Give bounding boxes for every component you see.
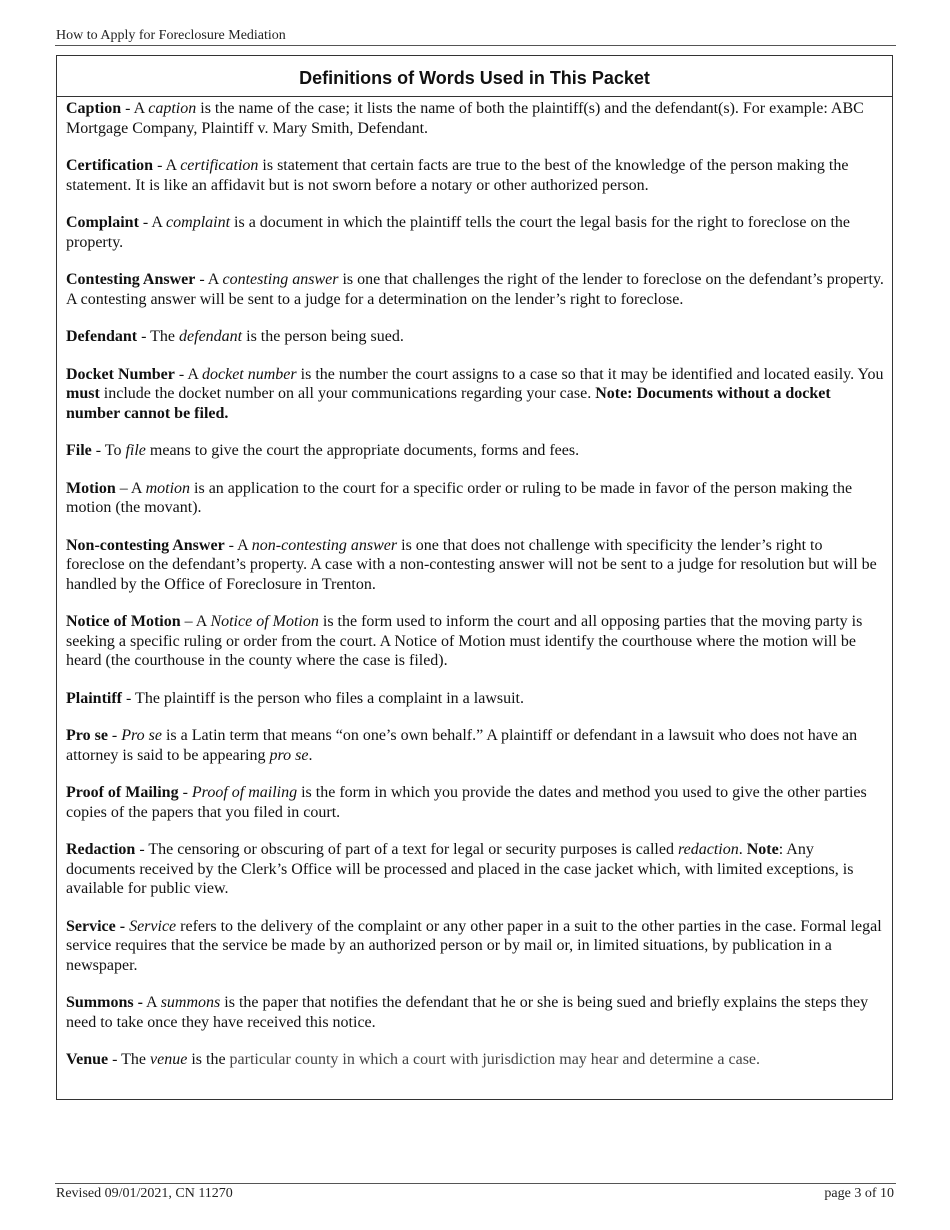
running-header: How to Apply for Foreclosure Mediation [56,28,286,43]
term: Plaintiff [66,689,122,707]
term: Complaint [66,214,139,231]
term: Proof of Mailing [66,784,179,801]
term: Summons - [66,994,143,1011]
header-divider [55,45,896,46]
term: Contesting Answer [66,271,196,288]
definition-service: Service - Service refers to the delivery of the complaint or any other paper in a suit to the other parties in the case. Formal legal service requires that the service be made by an authorized person or by mail or, in limited situations, by publication in a newspaper. [66,917,882,974]
footer-divider [55,1183,896,1184]
definition-notice-of-motion: Notice of Motion – A Notice of Motion is the form used to inform the court and all opposing parties that the moving party is seeking a specific ruling or order from the court. A Notice of Motion must identify the courthouse where the motion will be heard (the courthouse in the county where the case is filed). [66,613,863,669]
page-number: page 3 of 10 [824,1186,894,1201]
definitions-list [57,97,892,1070]
definition-summons: Summons - A summons is the paper that notifies the defendant that he or she is being sued and briefly explains the steps they need to take once they have received this notice. [66,994,869,1031]
definition-file: File - To file means to give the court the appropriate documents, forms and fees. [66,442,580,459]
definition-defendant: Defendant - The defendant is the person being sued. [66,328,404,345]
definitions-box [56,55,893,1100]
definition-contesting-answer: Contesting Answer - A contesting answer is one that challenges the right of the lender to foreclose on the defendant’s property. A contesting answer will be sent to a judge for a determination on the lender’s right to foreclose. [66,271,884,308]
definition-certification: Certification - A certification is statement that certain facts are true to the best of the knowledge of the person making the statement. It is like an affidavit but is not sworn before a notary or other authorized person. [66,157,849,194]
definition-venue: Venue - The venue is the particular county in which a court with jurisdiction may hear and determine a case. [66,1051,761,1068]
definition-complaint: Complaint - A complaint is a document in which the plaintiff tells the court the legal basis for the right to foreclose on the property. [66,214,851,251]
box-title: Definitions of Words Used in This Packet [299,68,650,88]
term: Non-contesting Answer [66,536,225,554]
definition-motion: Motion – A motion is an application to the court for a specific order or ruling to be made in favor of the person making the motion (the movant). [66,479,853,516]
term: Defendant [66,328,138,345]
definition-caption: Caption - A caption is the name of the case; it lists the name of both the plaintiff(s) and the defendant(s). For example: ABC Mortgage Company, Plaintiff v. Mary Smith, Defendant. [66,100,864,137]
definition-proof-of-mailing: Proof of Mailing - Proof of mailing is the form in which you provide the dates and method you used to give the other parties copies of the papers that you filed in court. [66,784,867,821]
term: File [66,442,92,459]
definition-docket-number: Docket Number - A docket number is the number the court assigns to a case so that it may be identified and located easily. You must include the docket number on all your communications regarding your case. Note: Documents without a docket number cannot be filed. [66,365,884,422]
term: Motion [66,479,116,497]
definition-pro-se: Pro se - Pro se is a Latin term that means “on one’s own behalf.” A plaintiff or defendant in a lawsuit who does not have an attorney is said to be appearing pro se. [66,727,858,764]
definition-redaction: Redaction - The censoring or obscuring of part of a text for legal or security purposes is called redaction. Note: Any documents received by the Clerk’s Office will be processed and placed in the case jacket which, with limited exceptions, is available for public view. [66,841,854,897]
revision-info: Revised 09/01/2021, CN 11270 [56,1186,233,1201]
term: Venue [66,1051,109,1068]
term: Certification [66,157,154,174]
term: Service - [66,917,126,935]
definition-plaintiff: Plaintiff - The plaintiff is the person who files a complaint in a lawsuit. [66,689,524,707]
definition-non-contesting-answer: Non-contesting Answer - A non-contesting answer is one that does not challenge with specificity the lender’s right to foreclose on the defendant’s property. A case with a non-contesting answer will not be sent to a judge for resolution but will be handled by the Office of Foreclosure in Trenton. [66,536,877,593]
docket-note: Note: Documents without a docket number cannot be filed. [66,385,831,422]
term: Notice of Motion [66,613,181,630]
term: Docket Number [66,365,175,383]
term: Caption [66,100,122,117]
term: Redaction [66,841,136,858]
term: Pro se [66,727,108,744]
